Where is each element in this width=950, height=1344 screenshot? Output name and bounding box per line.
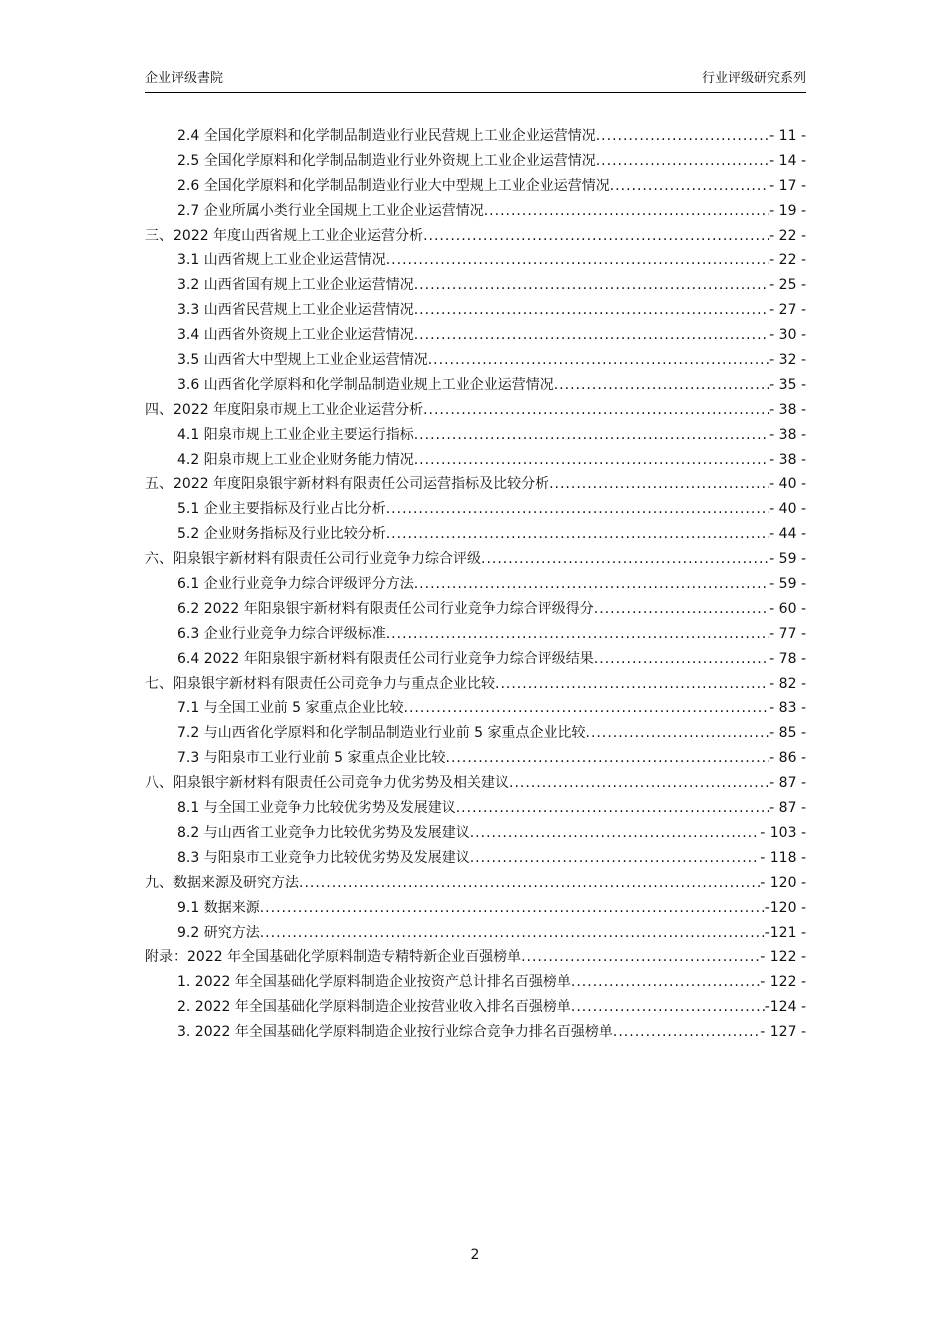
toc-dot-leader [470, 821, 761, 846]
toc-entry-title: 6.4 2022 年阳泉银宇新材料有限责任公司行业竞争力综合评级结果 [177, 650, 594, 667]
toc-entry-page: - 122 - [760, 974, 806, 991]
toc-dot-leader [386, 522, 769, 547]
toc-entry-title: 3.5 山西省大中型规上工业企业运营情况 [177, 352, 428, 369]
toc-dot-leader [610, 174, 769, 199]
toc-entry[interactable] [145, 871, 806, 896]
toc-entry[interactable] [145, 821, 806, 846]
toc-dot-leader [428, 348, 769, 373]
toc-entry-title: 8.1 与全国工业竞争力比较优劣势及发展建议 [177, 800, 456, 817]
toc-dot-leader [596, 149, 769, 174]
toc-entry-page: - 85 - [769, 725, 806, 742]
table-of-contents [145, 124, 806, 1045]
toc-entry-page: - 11 - [769, 128, 806, 144]
toc-entry-title: 3.2 山西省国有规上工业企业运营情况 [177, 277, 414, 294]
toc-entry-title: 附录：2022 年全国基础化学原料制造专精特新企业百强榜单 [145, 949, 522, 966]
toc-dot-leader [549, 472, 769, 497]
toc-dot-leader [423, 398, 769, 423]
toc-entry[interactable] [145, 124, 806, 149]
toc-entry-page: - 35 - [769, 376, 806, 393]
toc-entry-title: 3.4 山西省外资规上工业企业运营情况 [177, 327, 414, 344]
toc-entry-title: 五、2022 年度阳泉银宇新材料有限责任公司运营指标及比较分析 [145, 476, 550, 493]
toc-entry-title: 2.6 全国化学原料和化学制品制造业行业大中型规上工业企业运营情况 [177, 177, 610, 194]
toc-entry[interactable] [145, 721, 806, 746]
toc-entry-page: - 27 - [769, 302, 806, 319]
toc-entry-page: - 38 - [769, 426, 806, 443]
toc-entry-page: - 87 - [769, 775, 806, 792]
header-divider [145, 92, 806, 93]
toc-entry-page: - 38 - [769, 401, 806, 418]
toc-entry-page: - 59 - [769, 576, 806, 593]
toc-entry[interactable] [145, 149, 806, 174]
toc-dot-leader [299, 871, 760, 896]
toc-entry-title: 8.3 与阳泉市工业竞争力比较优劣势及发展建议 [177, 849, 470, 866]
page-header [145, 70, 806, 88]
toc-dot-leader [484, 199, 769, 224]
toc-dot-leader [414, 448, 769, 473]
toc-entry-page: -120 - [764, 899, 806, 916]
toc-entry[interactable] [145, 174, 806, 199]
toc-entry[interactable] [145, 796, 806, 821]
toc-entry-title: 4.2 阳泉市规上工业企业财务能力情况 [177, 451, 414, 468]
header-left-text: 企业评级書院 [145, 71, 224, 86]
toc-entry-title: 6.2 2022 年阳泉银宇新材料有限责任公司行业竞争力综合评级得分 [177, 600, 594, 617]
toc-entry-title: 九、数据来源及研究方法 [145, 874, 299, 891]
toc-entry[interactable] [145, 1020, 806, 1045]
toc-entry-page: - 44 - [769, 526, 806, 543]
toc-entry-title: 2. 2022 年全国基础化学原料制造企业按营业收入排名百强榜单 [177, 999, 571, 1016]
toc-entry-page: - 32 - [769, 352, 806, 369]
toc-entry-page: - 78 - [769, 650, 806, 667]
toc-entry-page: - 19 - [769, 202, 806, 219]
toc-entry-title: 4.1 阳泉市规上工业企业主要运行指标 [177, 426, 414, 443]
toc-dot-leader [594, 597, 769, 622]
toc-entry[interactable] [145, 771, 806, 796]
toc-entry-page: - 122 - [760, 949, 806, 966]
toc-entry-title: 6.3 企业行业竞争力综合评级标准 [177, 625, 386, 642]
toc-entry[interactable] [145, 572, 806, 597]
toc-dot-leader [521, 945, 760, 970]
toc-entry-title: 七、阳泉银宇新材料有限责任公司竞争力与重点企业比较 [145, 675, 495, 692]
toc-entry-title: 2.5 全国化学原料和化学制品制造业行业外资规上工业企业运营情况 [177, 152, 596, 169]
toc-entry-title: 六、阳泉银宇新材料有限责任公司行业竞争力综合评级 [145, 551, 481, 568]
toc-dot-leader [456, 796, 769, 821]
page-number: 2 [470, 1247, 480, 1263]
toc-dot-leader [571, 995, 765, 1020]
toc-entry[interactable] [145, 323, 806, 348]
toc-entry[interactable] [145, 622, 806, 647]
toc-entry[interactable] [145, 921, 806, 946]
toc-entry-title: 3.6 山西省化学原料和化学制品制造业规上工业企业运营情况 [177, 376, 554, 393]
toc-entry-title: 5.2 企业财务指标及行业比较分析 [177, 526, 386, 543]
toc-dot-leader [414, 572, 769, 597]
toc-dot-leader [495, 672, 769, 697]
toc-dot-leader [509, 771, 769, 796]
toc-entry[interactable] [145, 746, 806, 771]
toc-entry-page: - 17 - [769, 177, 806, 194]
toc-entry-page: - 22 - [769, 252, 806, 269]
toc-entry-title: 8.2 与山西省工业竞争力比较优劣势及发展建议 [177, 824, 470, 841]
toc-entry-title: 3.3 山西省民营规上工业企业运营情况 [177, 302, 414, 319]
toc-dot-leader [386, 622, 769, 647]
toc-entry[interactable] [145, 945, 806, 970]
toc-dot-leader [414, 298, 769, 323]
toc-entry-title: 2.7 企业所属小类行业全国规上工业企业运营情况 [177, 202, 484, 219]
toc-entry-page: - 118 - [760, 849, 806, 866]
toc-entry-title: 7.1 与全国工业前 5 家重点企业比较 [177, 700, 404, 717]
toc-entry-page: - 83 - [769, 700, 806, 717]
toc-entry[interactable] [145, 423, 806, 448]
toc-dot-leader [423, 224, 769, 249]
toc-dot-leader [470, 846, 761, 871]
toc-entry-title: 9.1 数据来源 [177, 899, 260, 916]
toc-entry-page: - 14 - [769, 152, 806, 169]
toc-dot-leader [260, 921, 765, 946]
toc-entry-page: - 77 - [769, 625, 806, 642]
toc-entry-page: - 87 - [769, 800, 806, 817]
toc-dot-leader [404, 696, 770, 721]
toc-dot-leader [414, 273, 769, 298]
toc-entry[interactable] [145, 373, 806, 398]
toc-dot-leader [386, 497, 769, 522]
toc-entry-title: 7.3 与阳泉市工业行业前 5 家重点企业比较 [177, 750, 446, 767]
toc-entry-title: 2.4 全国化学原料和化学制品制造业行业民营规上工业企业运营情况 [177, 128, 596, 144]
toc-entry[interactable] [145, 448, 806, 473]
toc-dot-leader [571, 970, 760, 995]
toc-entry[interactable] [145, 672, 806, 697]
toc-dot-leader [613, 1020, 760, 1045]
toc-entry-page: - 60 - [769, 600, 806, 617]
toc-entry-page: - 40 - [769, 501, 806, 518]
toc-entry[interactable] [145, 497, 806, 522]
toc-entry[interactable] [145, 970, 806, 995]
toc-entry[interactable] [145, 298, 806, 323]
toc-entry-page: - 103 - [760, 824, 806, 841]
toc-entry-page: -124 - [764, 999, 806, 1016]
toc-entry-title: 6.1 企业行业竞争力综合评级评分方法 [177, 576, 414, 593]
toc-dot-leader [594, 647, 769, 672]
toc-entry-page: - 86 - [769, 750, 806, 767]
toc-entry-page: - 40 - [769, 476, 806, 493]
toc-entry-title: 八、阳泉银宇新材料有限责任公司竞争力优劣势及相关建议 [145, 775, 509, 792]
toc-dot-leader [446, 746, 770, 771]
toc-entry-title: 9.2 研究方法 [177, 924, 260, 941]
toc-dot-leader [414, 423, 769, 448]
toc-dot-leader [260, 896, 765, 921]
toc-entry-title: 3. 2022 年全国基础化学原料制造企业按行业综合竞争力排名百强榜单 [177, 1024, 613, 1041]
toc-entry-title: 1. 2022 年全国基础化学原料制造企业按资产总计排名百强榜单 [177, 974, 571, 991]
toc-entry[interactable] [145, 647, 806, 672]
toc-dot-leader [414, 323, 769, 348]
toc-entry-page: - 120 - [760, 874, 806, 891]
toc-entry[interactable] [145, 597, 806, 622]
toc-entry[interactable] [145, 398, 806, 423]
toc-dot-leader [586, 721, 770, 746]
toc-dot-leader [554, 373, 769, 398]
toc-entry-page: - 38 - [769, 451, 806, 468]
toc-entry[interactable] [145, 846, 806, 871]
toc-dot-leader [596, 124, 769, 149]
toc-dot-leader [386, 248, 769, 273]
toc-entry-title: 5.1 企业主要指标及行业占比分析 [177, 501, 386, 518]
toc-entry-page: - 25 - [769, 277, 806, 294]
toc-entry[interactable] [145, 273, 806, 298]
toc-entry[interactable] [145, 248, 806, 273]
toc-entry[interactable] [145, 696, 806, 721]
toc-entry-page: - 30 - [769, 327, 806, 344]
toc-entry-title: 三、2022 年度山西省规上工业企业运营分析 [145, 227, 424, 244]
toc-entry-page: - 59 - [769, 551, 806, 568]
header-right-text: 行业评级研究系列 [701, 71, 806, 86]
toc-dot-leader [481, 547, 769, 572]
toc-entry[interactable] [145, 348, 806, 373]
toc-entry-title: 7.2 与山西省化学原料和化学制品制造业行业前 5 家重点企业比较 [177, 725, 586, 742]
toc-entry-title: 四、2022 年度阳泉市规上工业企业运营分析 [145, 401, 424, 418]
toc-entry[interactable] [145, 995, 806, 1020]
toc-entry-page: - 82 - [769, 675, 806, 692]
toc-entry[interactable] [145, 896, 806, 921]
toc-entry[interactable] [145, 224, 806, 249]
toc-entry-page: -121 - [764, 924, 806, 941]
toc-entry[interactable] [145, 472, 806, 497]
toc-entry-page: - 22 - [769, 227, 806, 244]
toc-entry-title: 3.1 山西省规上工业企业运营情况 [177, 252, 386, 269]
toc-entry-page: - 127 - [760, 1024, 806, 1041]
toc-entry[interactable] [145, 522, 806, 547]
toc-entry[interactable] [145, 547, 806, 572]
toc-entry[interactable] [145, 199, 806, 224]
